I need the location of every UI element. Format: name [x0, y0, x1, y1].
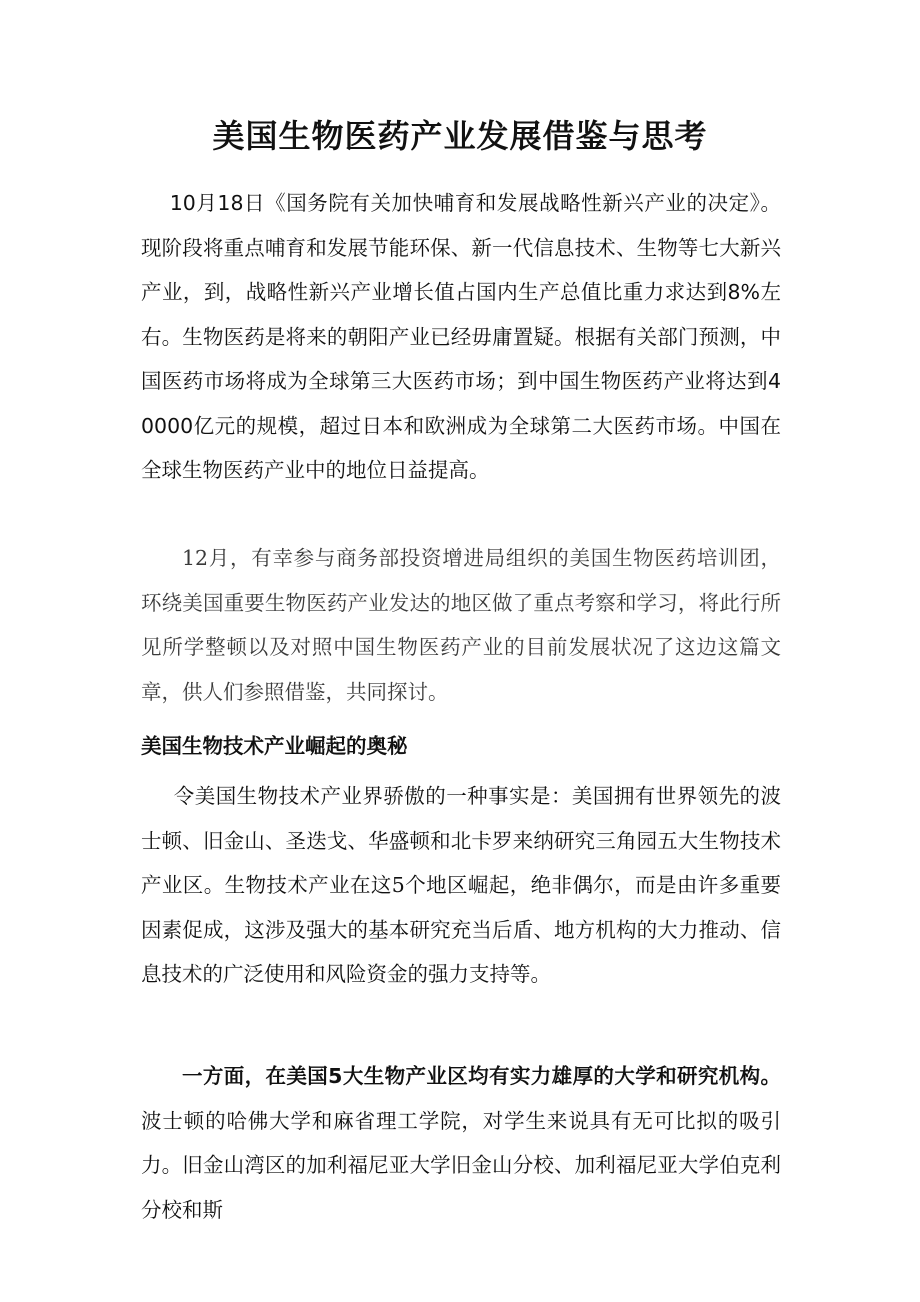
document-title: 美国生物医药产业发展借鉴与思考 — [212, 117, 708, 155]
section-heading: 美国生物技术产业崛起的奥秘 — [141, 734, 408, 758]
paragraph-training-trip: 12月，有幸参与商务部投资增进局组织的美国生物医药培训团，环绕美国重要生物医药产业发达的地区做了重点考察和学习，将此行所见所学整顿以及对照中国生物医药产业的目前发展状况了这边这篇文章，供人们参照借鉴，共同探讨。 — [141, 546, 781, 704]
paragraph-body-text: 波士顿的哈佛大学和麻省理工学院，对学生来说具有无可比拟的吸引力。旧金山湾区的加利福尼亚大学旧金山分校、加利福尼亚大学伯克利分校和斯 — [141, 1108, 781, 1222]
paragraph-policy-intro: 10月18日《国务院有关加快哺育和发展战略性新兴产业的决定》。现阶段将重点哺育和发展节能环保、新一代信息技术、生物等七大新兴产业，到，战略性新兴产业增长值占国内生产总值比重力求达到8%左右。生物医药是将来的朝阳产业已经毋庸置疑。根据有关部门预测，中国医药市场将成为全球第三大医药市场；到中国生物医药产业将达到40000亿元的规模，超过日本和欧洲成为全球第二大医药市场。中国在全球生物医药产业中的地位日益提高。 — [141, 191, 781, 482]
paragraph-five-regions: 令美国生物技术产业界骄傲的一种事实是：美国拥有世界领先的波士顿、旧金山、圣迭戈、华盛顿和北卡罗来纳研究三角园五大生物技术产业区。生物技术产业在这5个地区崛起，绝非偶尔，而是由许多重要因素促成，这涉及强大的基本研究充当后盾、地方机构的大力推动、信息技术的广泛使用和风险资金的强力支持等。 — [141, 784, 781, 986]
paragraph-lead-sentence: 一方面，在美国5大生物产业区均有实力雄厚的大学和研究机构。 — [182, 1064, 781, 1088]
paragraph-universities — [141, 1054, 781, 1232]
